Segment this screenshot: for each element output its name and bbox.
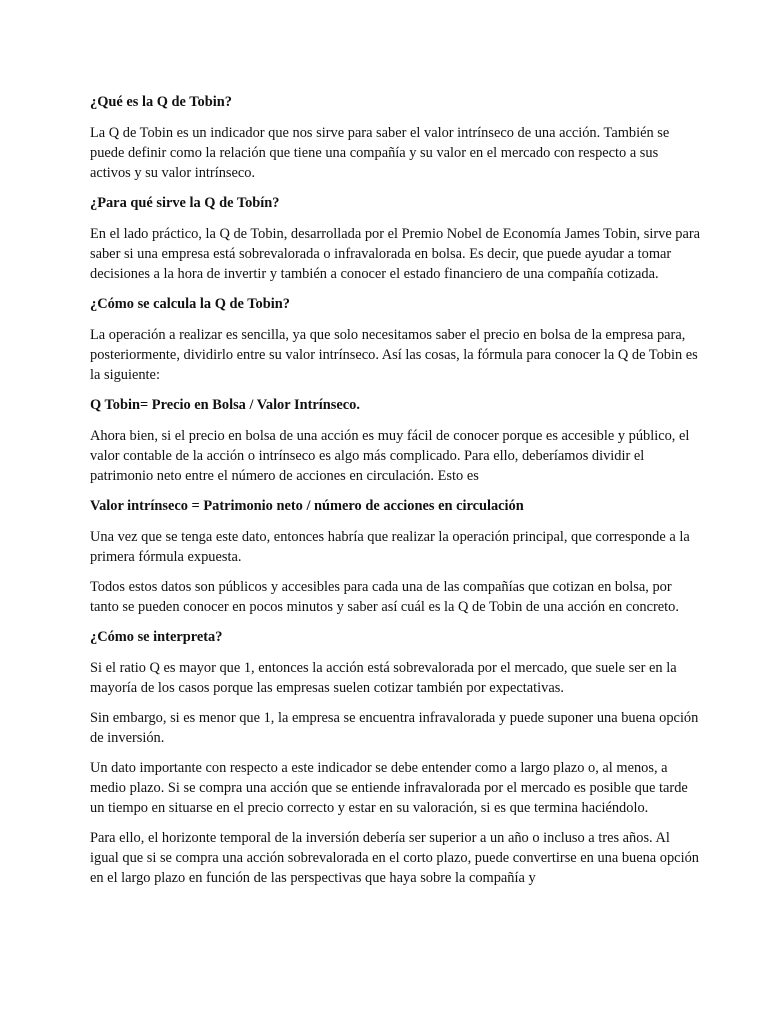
paragraph-long-term: Un dato importante con respecto a este indicador se debe entender como a largo plazo o, al menos, a medio plazo. Si se compra una acción que se entiende infravalorada por el mercado es posible que tarde un tiempo en situarse en el precio correcto y estar en su valoración, si es que termina haciéndolo. (90, 760, 688, 816)
heading-what-for: ¿Para qué sirve la Q de Tobín? (90, 195, 280, 211)
heading-how-calculated: ¿Cómo se calcula la Q de Tobin? (90, 296, 290, 312)
paragraph-book-value: Ahora bien, si el precio en bolsa de una acción es muy fácil de conocer porque es accesible y público, el valor contable de la acción o intrínseco es algo más complicado. Para ello, deberíamos dividir el patrimonio neto entre el número de acciones en circulación. Esto es (90, 428, 690, 484)
formula-q-tobin: Q Tobin= Precio en Bolsa / Valor Intrínseco. (90, 397, 360, 413)
heading-what-is-q: ¿Qué es la Q de Tobin? (90, 94, 232, 110)
paragraph-undervalued: Sin embargo, si es menor que 1, la empresa se encuentra infravalorada y puede suponer una buena opción de inversión. (90, 710, 699, 746)
paragraph-time-horizon: Para ello, el horizonte temporal de la inversión debería ser superior a un año o incluso a tres años. Al igual que si se compra una acción sobrevalorada en el corto plazo, puede convertirse en una buena opción en el largo plazo en función de las perspectivas que haya sobre la compañía y (90, 830, 699, 886)
paragraph-public-data: Todos estos datos son públicos y accesibles para cada una de las compañías que cotizan en bolsa, por tanto se pueden conocer en pocos minutos y saber así cuál es la Q de Tobin de una acción en concreto. (90, 579, 679, 615)
heading-interpretation: ¿Cómo se interpreta? (90, 629, 223, 645)
paragraph-calculation: La operación a realizar es sencilla, ya que solo necesitamos saber el precio en bolsa de la empresa para, posteriormente, dividirlo entre su valor intrínseco. Así las cosas, la fórmula para conocer la Q de Tobin es la siguiente: (90, 327, 698, 383)
paragraph-main-operation: Una vez que se tenga este dato, entonces habría que realizar la operación principal, que corresponde a la primera fórmula expuesta. (90, 529, 690, 565)
paragraph-overvalued: Si el ratio Q es mayor que 1, entonces la acción está sobrevalorada por el mercado, que suele ser en la mayoría de los casos porque las empresas suelen cotizar también por expectativas. (90, 660, 677, 696)
formula-intrinsic-value: Valor intrínseco = Patrimonio neto / número de acciones en circulación (90, 498, 524, 514)
paragraph-definition: La Q de Tobin es un indicador que nos sirve para saber el valor intrínseco de una acción. También se puede definir como la relación que tiene una compañía y su valor en el mercado con respecto a sus activos y su valor intrínseco. (90, 125, 670, 181)
paragraph-practical-use: En el lado práctico, la Q de Tobin, desarrollada por el Premio Nobel de Economía James Tobin, sirve para saber si una empresa está sobrevalorada o infravalorada en bolsa. Es decir, que puede ayudar a tomar decisiones a la hora de invertir y también a conocer el estado financiero de una compañía cotizada. (90, 226, 701, 282)
